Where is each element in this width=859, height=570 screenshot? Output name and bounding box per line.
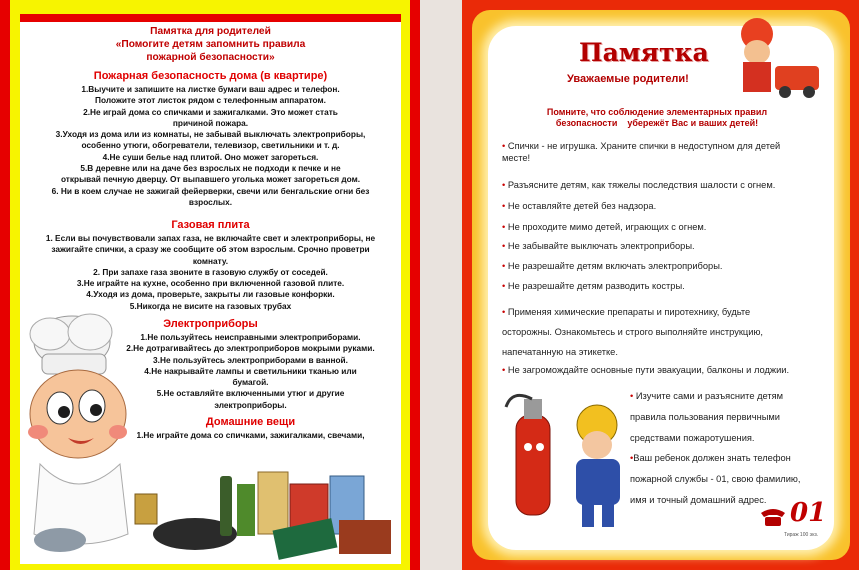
text-line: 1.Не пользуйтесь неисправными электроприборами. [140, 332, 361, 342]
section-heading-gas-stove: Газовая плита [171, 219, 250, 231]
side-bullet-text: правила пользования первичными [630, 412, 780, 422]
bullet-8: • Не загромождайте основные пути эвакуации, балконы и лоджии. [502, 365, 790, 375]
right-border-stripe [410, 0, 420, 570]
bullet-text: Не оставляйте детей без надзора. [507, 201, 657, 211]
intro-text [542, 107, 772, 129]
side-bullet-text: имя и точный домашний адрес. [630, 495, 767, 505]
text-line: зажигайте спички, а сразу же сообщите об этом взрослым. Срочно проветри [51, 244, 370, 255]
firefighter-illustration [717, 14, 827, 104]
bullet-text: напечатанную на этикетке. [502, 347, 618, 357]
footnote: Тираж 100 экз. [784, 532, 819, 538]
text-line: 4.Не накрывайте лампы и светильники тканью или [144, 365, 357, 376]
bullet-0: • Спички - не игрушка. Храните спички в недоступном для детей месте! [502, 141, 781, 163]
bullet-text: Не загромождайте основные пути эвакуации, балконы и лоджии. [507, 365, 790, 375]
bullet-text: Не забывайте выключать электроприборы. [507, 241, 695, 251]
text-line: бумагой. [232, 377, 269, 388]
bullet-7: • Применяя химические препараты и пиротехнику, будьте осторожны. Ознакомьтесь и строго выполняйте инструкцию, напечатанную на этикетке. [502, 307, 763, 357]
emergency-number: 01 [790, 498, 827, 528]
text-line: 3.Не пользуйтесь электроприборами в ванной. [153, 354, 348, 365]
text-line: 6. Ни в коем случае не зажигай фейерверки, свечи или бенгальские огни без [51, 185, 370, 196]
bullet-text: Не разрешайте детям включать электроприборы. [507, 261, 723, 271]
text-line: причиной пожара. [172, 117, 249, 128]
intro-line-2: безопасности убережёт Вас и ваших детей! [555, 118, 759, 128]
chef-boy-illustration [20, 304, 140, 564]
telephone-icon [758, 505, 788, 527]
groceries-illustration [125, 454, 400, 562]
text-line: 1.Не играйте дома со спичками, зажигалками, свечами, [136, 430, 365, 440]
bullet-text: Применяя химические препараты и пиротехнику, будьте [507, 307, 751, 317]
fire-truck [775, 66, 819, 90]
text-line: 5.В деревне или на даче без взрослых не подходи к печке и не [80, 163, 341, 174]
bullet-5: • Не разрешайте детям включать электроприборы. [502, 261, 723, 271]
text-line: особенно утюги, обогреватели, телевизор, светильники и т. д. [81, 140, 340, 151]
greeting: Уважаемые родители! [567, 73, 689, 85]
section-appliances-text [100, 332, 401, 411]
intro-line-1: Помните, что соблюдение элементарных правил [546, 107, 768, 117]
fire-extinguisher [516, 415, 550, 515]
bullet-text: осторожны. Ознакомьтесь и строго выполняйте инструкцию, [502, 327, 763, 337]
text-line: 5.Не оставляйте включенными утюг и другие [156, 388, 345, 399]
text-line: электроприборы. [214, 399, 287, 410]
bullet-6: • Не разрешайте детям разводить костры. [502, 281, 685, 291]
cereal-box [258, 472, 288, 534]
side-bullet-0: • Изучите сами и разъясните детям правила пользования первичными средствами пожаротушения. [630, 391, 784, 443]
text-line: 4.Уходя из дома, проверьте, закрыты ли газовые конфорки. [86, 289, 335, 300]
top-red-bar [20, 14, 401, 22]
kid-uniform [576, 459, 620, 505]
section-gas-stove-text [20, 233, 401, 312]
bullet-2: • Не оставляйте детей без надзора. [502, 201, 657, 211]
memo-title: Памятка [579, 38, 709, 67]
bullet-4: • Не забывайте выключать электроприборы. [502, 241, 695, 251]
left-title-line-1: Памятка для родителей [150, 26, 271, 37]
bullet-text: месте! [502, 153, 531, 163]
chef-face [30, 370, 126, 458]
text-line: 3.Не играйте на кухне, особенно при включенной газовой плите. [76, 278, 345, 289]
left-poster [0, 0, 420, 570]
left-title-line-2: «Помогите детям запомнить правила [115, 39, 306, 50]
side-bullet-text: Ваш ребенок должен знать телефон [633, 453, 791, 463]
text-line: 1. Если вы почувствовали запах газа, не включайте свет и электроприборы, не [45, 233, 376, 243]
text-line: 2.Не дотрагивайтесь до электроприборов мокрыми руками. [126, 343, 375, 354]
section-heading-household: Домашние вещи [205, 416, 296, 428]
text-line: 5.Никогда не висите на газовых трубах [129, 300, 292, 311]
text-line: Положите этот листок рядом с телефонным аппаратом. [95, 95, 326, 106]
bullet-text: Не проходите мимо детей, играющих с огнем. [507, 222, 707, 232]
bullet-text: Разъясните детям, как тяжелы последствия шалости с огнем. [507, 180, 776, 190]
text-line: 1.Выучите и запишите на листке бумаги ваш адрес и телефон. [81, 84, 340, 94]
section-household-text [100, 430, 401, 441]
section-heading-fire-home: Пожарная безопасность дома (в квартире) [93, 70, 328, 82]
text-line: 2. При запахе газа звоните в газовую службу от соседей. [93, 266, 328, 277]
text-line: 2.Не играй дома со спичками и зажигалками. Это может стать [83, 106, 338, 117]
right-poster [462, 0, 859, 570]
extinguisher-mascot-illustration [502, 385, 637, 535]
text-line: 3.Уходя из дома или из комнаты, не забывай выключать электроприборы, [55, 129, 366, 140]
bullet-3: • Не проходите мимо детей, играющих с огнем. [502, 222, 707, 232]
frying-pan [34, 528, 86, 552]
side-bullet-text: Изучите сами и разъясните детям [635, 391, 784, 401]
left-poster-sheet [20, 14, 401, 564]
text-line: взрослых. [188, 196, 233, 207]
text-line: 4.Не суши белье над плитой. Оно может загореться. [102, 151, 319, 162]
section-heading-appliances: Электроприборы [163, 318, 258, 330]
section-fire-home-text [20, 84, 401, 208]
side-bullet-text: средствами пожаротушения. [630, 433, 755, 443]
bullet-text: Спички - не игрушка. Храните спички в недоступном для детей [507, 141, 781, 151]
side-bullet-1: •Ваш ребенок должен знать телефон пожарной службы - 01, свою фамилию, имя и точный домашний адрес. [630, 453, 801, 505]
bullet-1: • Разъясните детям, как тяжелы последствия шалости с огнем. [502, 180, 776, 190]
left-title-line-3: пожарной безопасности» [146, 52, 275, 63]
text-line: комнату. [192, 255, 229, 266]
bullet-text: Не разрешайте детям разводить костры. [507, 281, 685, 291]
left-border-stripe [0, 0, 10, 570]
side-bullet-text: пожарной службы - 01, свою фамилию, [630, 474, 801, 484]
text-line: открывай печную дверцу. От выпавшего уголька может загореться дом. [60, 174, 361, 185]
